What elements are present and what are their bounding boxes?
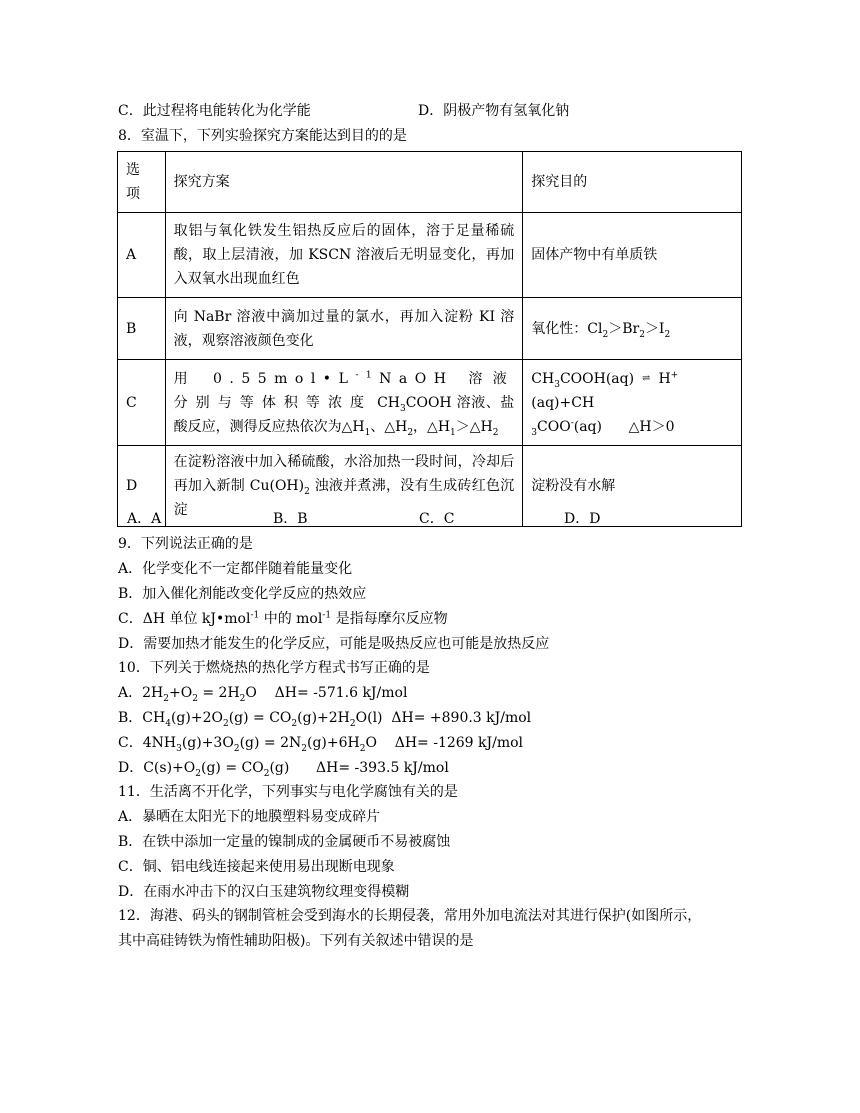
q11-stem: 11．生活离不开化学，下列事实与电化学腐蚀有关的是 xyxy=(118,784,458,800)
q10-option-a: A．$2H_2+O_2 = 2H_2O$ ΔH= -571.6 kJ/mol xyxy=(118,685,408,704)
q11-option-a: A．暴晒在太阳光下的地膜塑料易变成碎片 xyxy=(118,809,381,825)
q8-choice-b: B．B xyxy=(273,511,308,527)
row-goal: $CH_3COOH(aq)$ ⇌ H+(aq)+CH $_3$COO-(aq) △H＞0 xyxy=(523,360,742,446)
table-row xyxy=(118,213,742,298)
q11-option-d: D．在雨水冲击下的汉白玉建筑物纹理变得模糊 xyxy=(118,884,410,900)
header-option xyxy=(118,152,166,213)
row-plan: 用 $0.55mol•L^{-1}NaOH$ 溶液分别与等体积等浓度 $CH_3COOH$ 溶液、盐酸反应，测得反应热依次为$\triangle H_1$、$\triangle H_2$，$\triangle H_1>\triangle H_2$ xyxy=(165,360,523,446)
q7-option-c: C．此过程将电能转化为化学能 xyxy=(118,103,311,119)
header-option-line1: 选 xyxy=(126,162,140,178)
row-goal: 氧化性：$Cl_2>Br_2>I_2$ xyxy=(523,298,742,360)
q11-option-c: C．铜、铝电线连接起来使用易出现断电现象 xyxy=(118,859,395,875)
q12-stem-line2: 其中高硅铸铁为惰性辅助阳极)。下列有关叙述中错误的是 xyxy=(118,933,474,949)
q8-table xyxy=(117,151,742,527)
row-option: D xyxy=(118,446,166,527)
row-plan: 在淀粉溶液中加入稀硫酸，水浴加热一段时间，冷却后再加入新制 $Cu(OH)_2$ 浊液并煮沸，没有生成砖红色沉淀 xyxy=(165,446,523,527)
table-row xyxy=(118,360,742,446)
q10-option-c: C．$4NH_3(g)+3O_2(g) = 2N_2(g)+6H_2O$ ΔH= -1269 kJ/mol xyxy=(118,735,524,754)
row-goal: 淀粉没有水解 xyxy=(523,446,742,527)
q12-stem-line1: 12．海港、码头的钢制管桩会受到海水的长期侵袭，常用外加电流法对其进行保护(如图所示， xyxy=(118,908,702,924)
q10-option-b: B．$CH_4(g)+2O_2(g) = CO_2(g)+2H_2O(l)$ ΔH= +890.3 kJ/mol xyxy=(118,710,532,729)
q9-option-c: C．ΔH 单位 kJ•mol$^{-1}$ 中的 mol$^{-1}$ 是指每摩尔反应物 xyxy=(118,610,448,627)
q9-option-b: B．加入催化剂能改变化学反应的热效应 xyxy=(118,586,367,602)
q8-choice-a: A．A xyxy=(127,511,162,527)
q9-option-d: D．需要加热才能发生的化学反应，可能是吸热反应也可能是放热反应 xyxy=(118,636,550,652)
table-header-row xyxy=(118,152,742,213)
row-plan: 取铝与氧化铁发生铝热反应后的固体，溶于足量稀硫酸，取上层清液，加 KSCN 溶液后无明显变化，再加入双氧水出现血红色 xyxy=(165,213,523,298)
header-option-line2: 项 xyxy=(126,186,140,202)
q11-option-b: B．在铁中添加一定量的镍制成的金属硬币不易被腐蚀 xyxy=(118,834,451,850)
row-option: B xyxy=(118,298,166,360)
row-goal: 固体产物中有单质铁 xyxy=(523,213,742,298)
q8-choice-d: D．D xyxy=(564,511,601,527)
q7-option-d: D．阴极产物有氢氧化钠 xyxy=(418,103,570,119)
q9-option-a: A．化学变化不一定都伴随着能量变化 xyxy=(118,561,353,577)
header-plan: 探究方案 xyxy=(165,152,523,213)
q8-stem: 8．室温下，下列实验探究方案能达到目的的是 xyxy=(118,128,407,144)
table-row xyxy=(118,298,742,360)
q9-stem: 9．下列说法正确的是 xyxy=(118,536,253,552)
row-plan: 向 NaBr 溶液中滴加过量的氯水，再加入淀粉 KI 溶液，观察溶液颜色变化 xyxy=(165,298,523,360)
header-goal: 探究目的 xyxy=(523,152,742,213)
q10-option-d: D．$C(s)+O_2(g) = CO_2(g)$ ΔH= -393.5 kJ/mol xyxy=(118,760,449,779)
equilibrium-arrow-icon: ⇌ xyxy=(642,372,651,384)
q10-stem: 10．下列关于燃烧热的热化学方程式书写正确的是 xyxy=(118,660,430,676)
row-option: C xyxy=(118,360,166,446)
row-option: A xyxy=(118,213,166,298)
q8-choice-c: C．C xyxy=(419,511,455,527)
